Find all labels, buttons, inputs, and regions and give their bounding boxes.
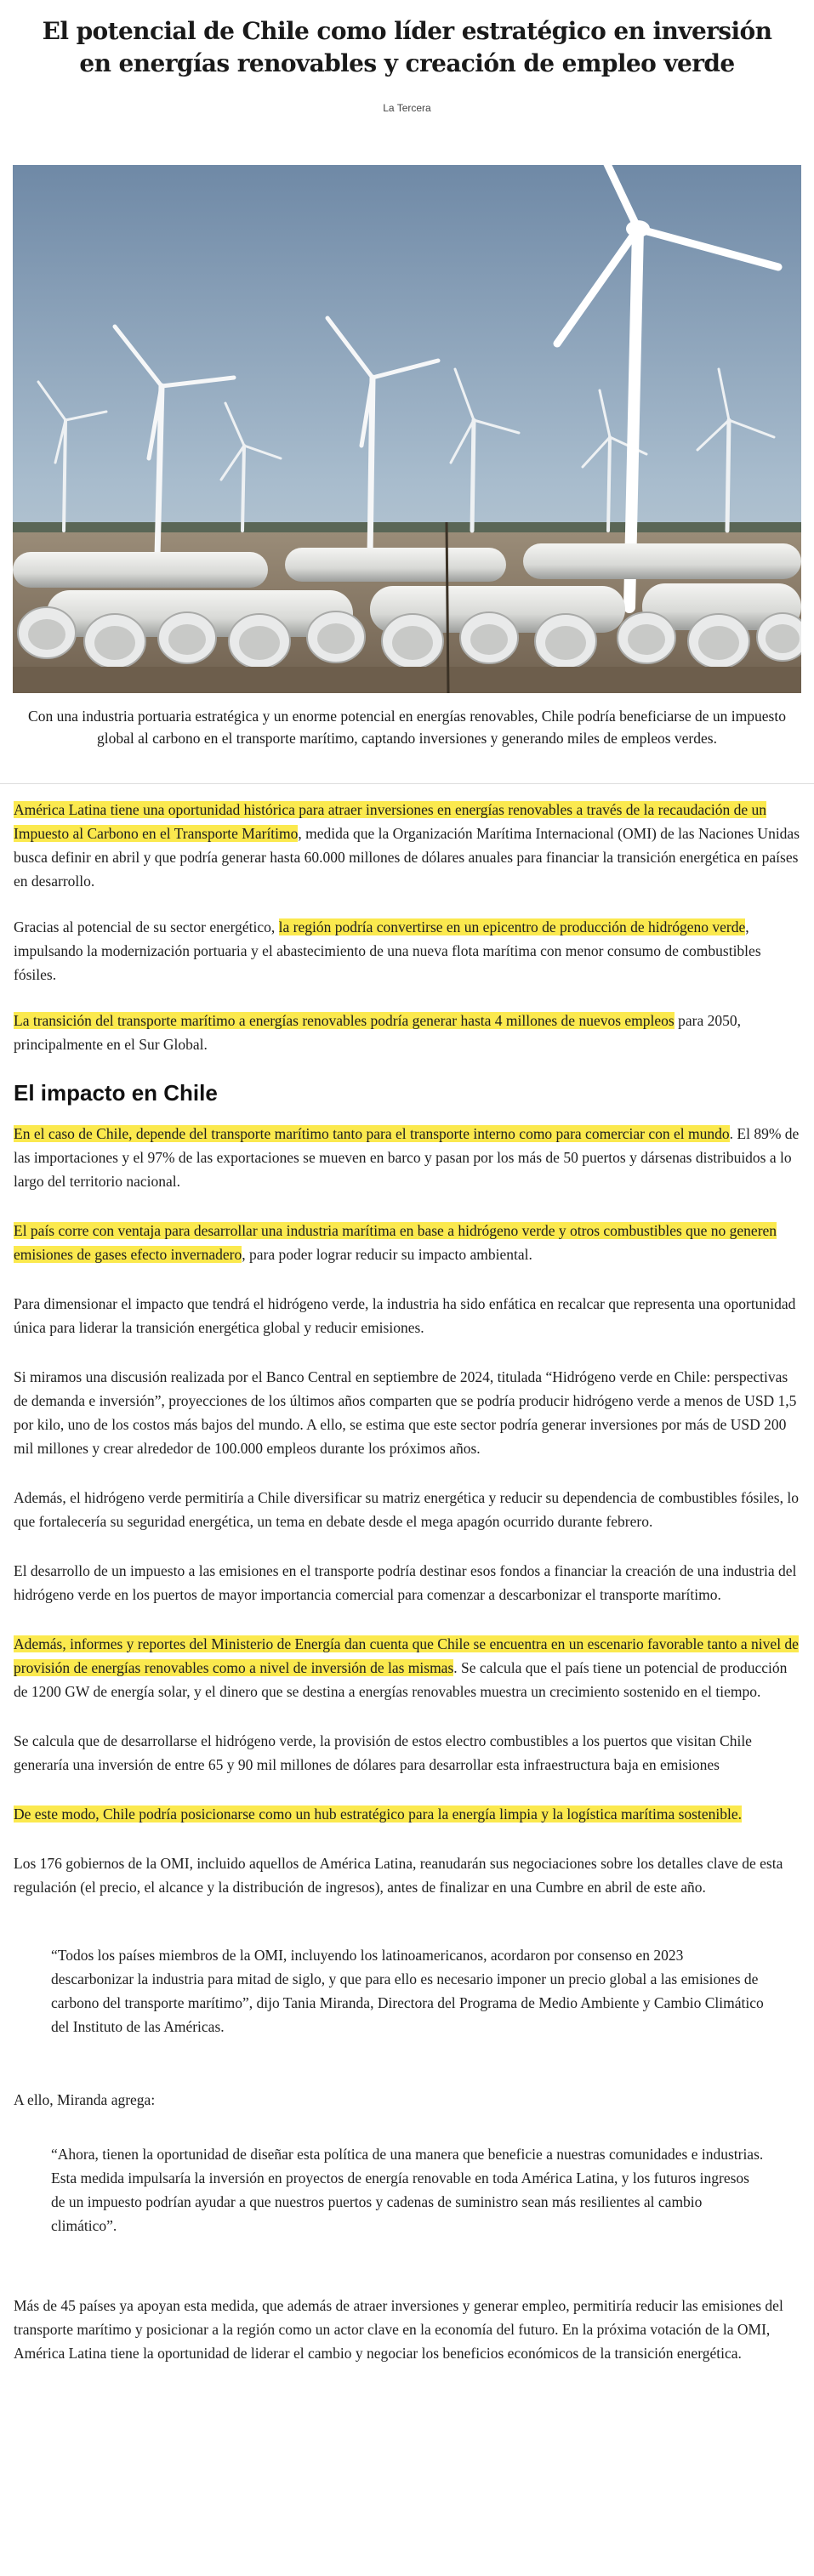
blockquote-2: “Ahora, tienen la oportunidad de diseñar esta política de una manera que beneficie a nuestras comunidades e industrias. Esta medida impulsaría la inversión en proyectos de energía renovable en toda América Latina, y los futuros ingresos de un impuesto podrían ayudar a que nuestros puertos y cadenas de suministro sean más resilientes al cambio climático”. [51, 2146, 764, 2234]
highlight: De este modo, Chile podría posicionarse como un hub estratégico para la energía limpia y la logística marítima sostenible. [14, 1805, 742, 1823]
highlight: Además, informes y reportes del Ministerio de Energía dan cuenta que Chile se encuentra en un escenario favorable tanto a nivel de provisión de energías renovables como a nivel de inversión de las mismas [14, 1635, 799, 1676]
paragraph-text: para 2050, principalmente en el Sur Global. [14, 1012, 741, 1053]
highlight: La transición del transporte marítimo a energías renovables podría generar hasta 4 millones de nuevos empleos [14, 1012, 675, 1029]
paragraph-6: Para dimensionar el impacto que tendrá el hidrógeno verde, la industria ha sido enfática en recalcar que representa una oportunidad única para liderar la transición energética global y reducir emisiones. [14, 1295, 796, 1336]
section-heading: El impacto en Chile [14, 1080, 218, 1106]
highlight: El país corre con ventaja para desarrollar una industria marítima en base a hidrógeno verde y otros combustibles que no generen emisiones de gases efecto invernadero [14, 1222, 777, 1263]
paragraph-12 [14, 1802, 800, 1826]
paragraph-1 [14, 798, 800, 893]
paragraph-10 [14, 1632, 800, 1703]
paragraph-text: . El 89% de las importaciones y el 97% de las exportaciones se mueven en barco y pasan por los más de 50 puertos y dársenas distribuidos a lo largo del territorio nacional. [14, 1125, 800, 1190]
paragraph-text: , para poder lograr reducir su impacto ambiental. [242, 1246, 532, 1263]
paragraph-text: , impulsando la modernización portuaria y el abastecimiento de una nueva flota marítima con menor consumo de combustibles fósiles. [14, 918, 761, 983]
paragraph-8: Además, el hidrógeno verde permitiría a Chile diversificar su matriz energética y reducir su dependencia de combustibles fósiles, lo que fortalecería su seguridad energética, un tema en debate desde el mega apagón ocurrido durante febrero. [14, 1489, 799, 1530]
highlight: la región podría convertirse en un epicentro de producción de hidrógeno verde [278, 918, 746, 935]
paragraph-text: . Se calcula que el país tiene un potencial de producción de 1200 GW de energía solar, y el dinero que se destina a energías renovables muestra un crecimiento sostenido en el tiempo. [14, 1659, 788, 1700]
image-caption: Con una industria portuaria estratégica y un enorme potencial en energías renovables, Chile podría beneficiarse de un impuesto global al carbono en el transporte marítimo, captando inversiones y generando miles de empleos verdes. [28, 708, 786, 747]
paragraph-11: Se calcula que de desarrollarse el hidrógeno verde, la provisión de estos electro combustibles a los puertos que visitan Chile generaría una inversión de entre 65 y 90 mil millones de dólares para desarrollar esta infraestructura baja en emisiones [14, 1732, 752, 1773]
wind-turbines-photo [13, 165, 801, 693]
highlight: En el caso de Chile, depende del transporte marítimo tanto para el transporte interno como para comerciar con el mundo [14, 1125, 730, 1142]
article-title: El potencial de Chile como líder estratégico en inversión en energías renovables y creación de empleo verde [42, 17, 772, 77]
article-source: La Tercera [383, 102, 431, 114]
paragraph-13: Los 176 gobiernos de la OMI, incluido aquellos de América Latina, reanudarán sus negociaciones sobre los detalles clave de esta regulación (el precio, el alcance y la distribución de ingresos), antes de finalizar en una Cumbre en abril de este año. [14, 1855, 783, 1896]
paragraph-text: , medida que la Organización Marítima Internacional (OMI) de las Naciones Unidas busca definir en abril y que podría generar hasta 60.000 millones de dólares anuales para financiar la transición energética en países en desarrollo. [14, 825, 800, 890]
paragraph-2 [14, 915, 800, 987]
paragraph-5 [14, 1219, 800, 1266]
paragraph-15: Más de 45 países ya apoyan esta medida, que además de atraer inversiones y generar empleo, permitiría reducir las emisiones del transporte marítimo y posicionar a la región como un actor clave en la economía del futuro. En la próxima votación de la OMI, América Latina tiene la oportunidad de liderar el cambio y negociar los beneficios económicos de la transición energética. [14, 2297, 783, 2362]
divider [0, 783, 814, 784]
blockquote-1: “Todos los países miembros de la OMI, incluyendo los latinoamericanos, acordaron por consenso en 2023 descarbonizar la industria para mitad de siglo, y que para ello es necesario imponer un precio global a las emisiones de carbono del transporte marítimo”, dijo Tania Miranda, Directora del Programa de Medio Ambiente y Cambio Climático del Instituto de las Américas. [51, 1947, 764, 2035]
paragraph-4 [14, 1122, 800, 1193]
hero-image [13, 165, 801, 693]
paragraph-9: El desarrollo de un impuesto a las emisiones en el transporte podría destinar esos fondos a financiar la creación de una industria del hidrógeno verde en los puertos de mayor importancia comercial para comenzar a descarbonizar el transporte marítimo. [14, 1562, 797, 1603]
paragraph-14: A ello, Miranda agrega: [14, 2091, 156, 2108]
paragraph-7: Si miramos una discusión realizada por el Banco Central en septiembre de 2024, titulada “Hidrógeno verde en Chile: perspectivas de demanda e inversión”, proyecciones de los últimos años comparten que se podría producir hidrógeno verde a menos de USD 1,5 por kilo, uno de los costos más bajos del mundo. A ello, se estima que este sector podría generar inversiones por más de USD 200 mil millones y crear alrededor de 100.000 empleos durante los próximos años. [14, 1368, 797, 1457]
highlight: América Latina tiene una oportunidad histórica para atraer inversiones en energías renovables a través de la recaudación de un Impuesto al Carbono en el Transporte Marítimo [14, 801, 766, 842]
article-body [0, 798, 814, 2365]
paragraph-3 [14, 1009, 800, 1056]
paragraph-text: Gracias al potencial de su sector energético, [14, 918, 279, 935]
